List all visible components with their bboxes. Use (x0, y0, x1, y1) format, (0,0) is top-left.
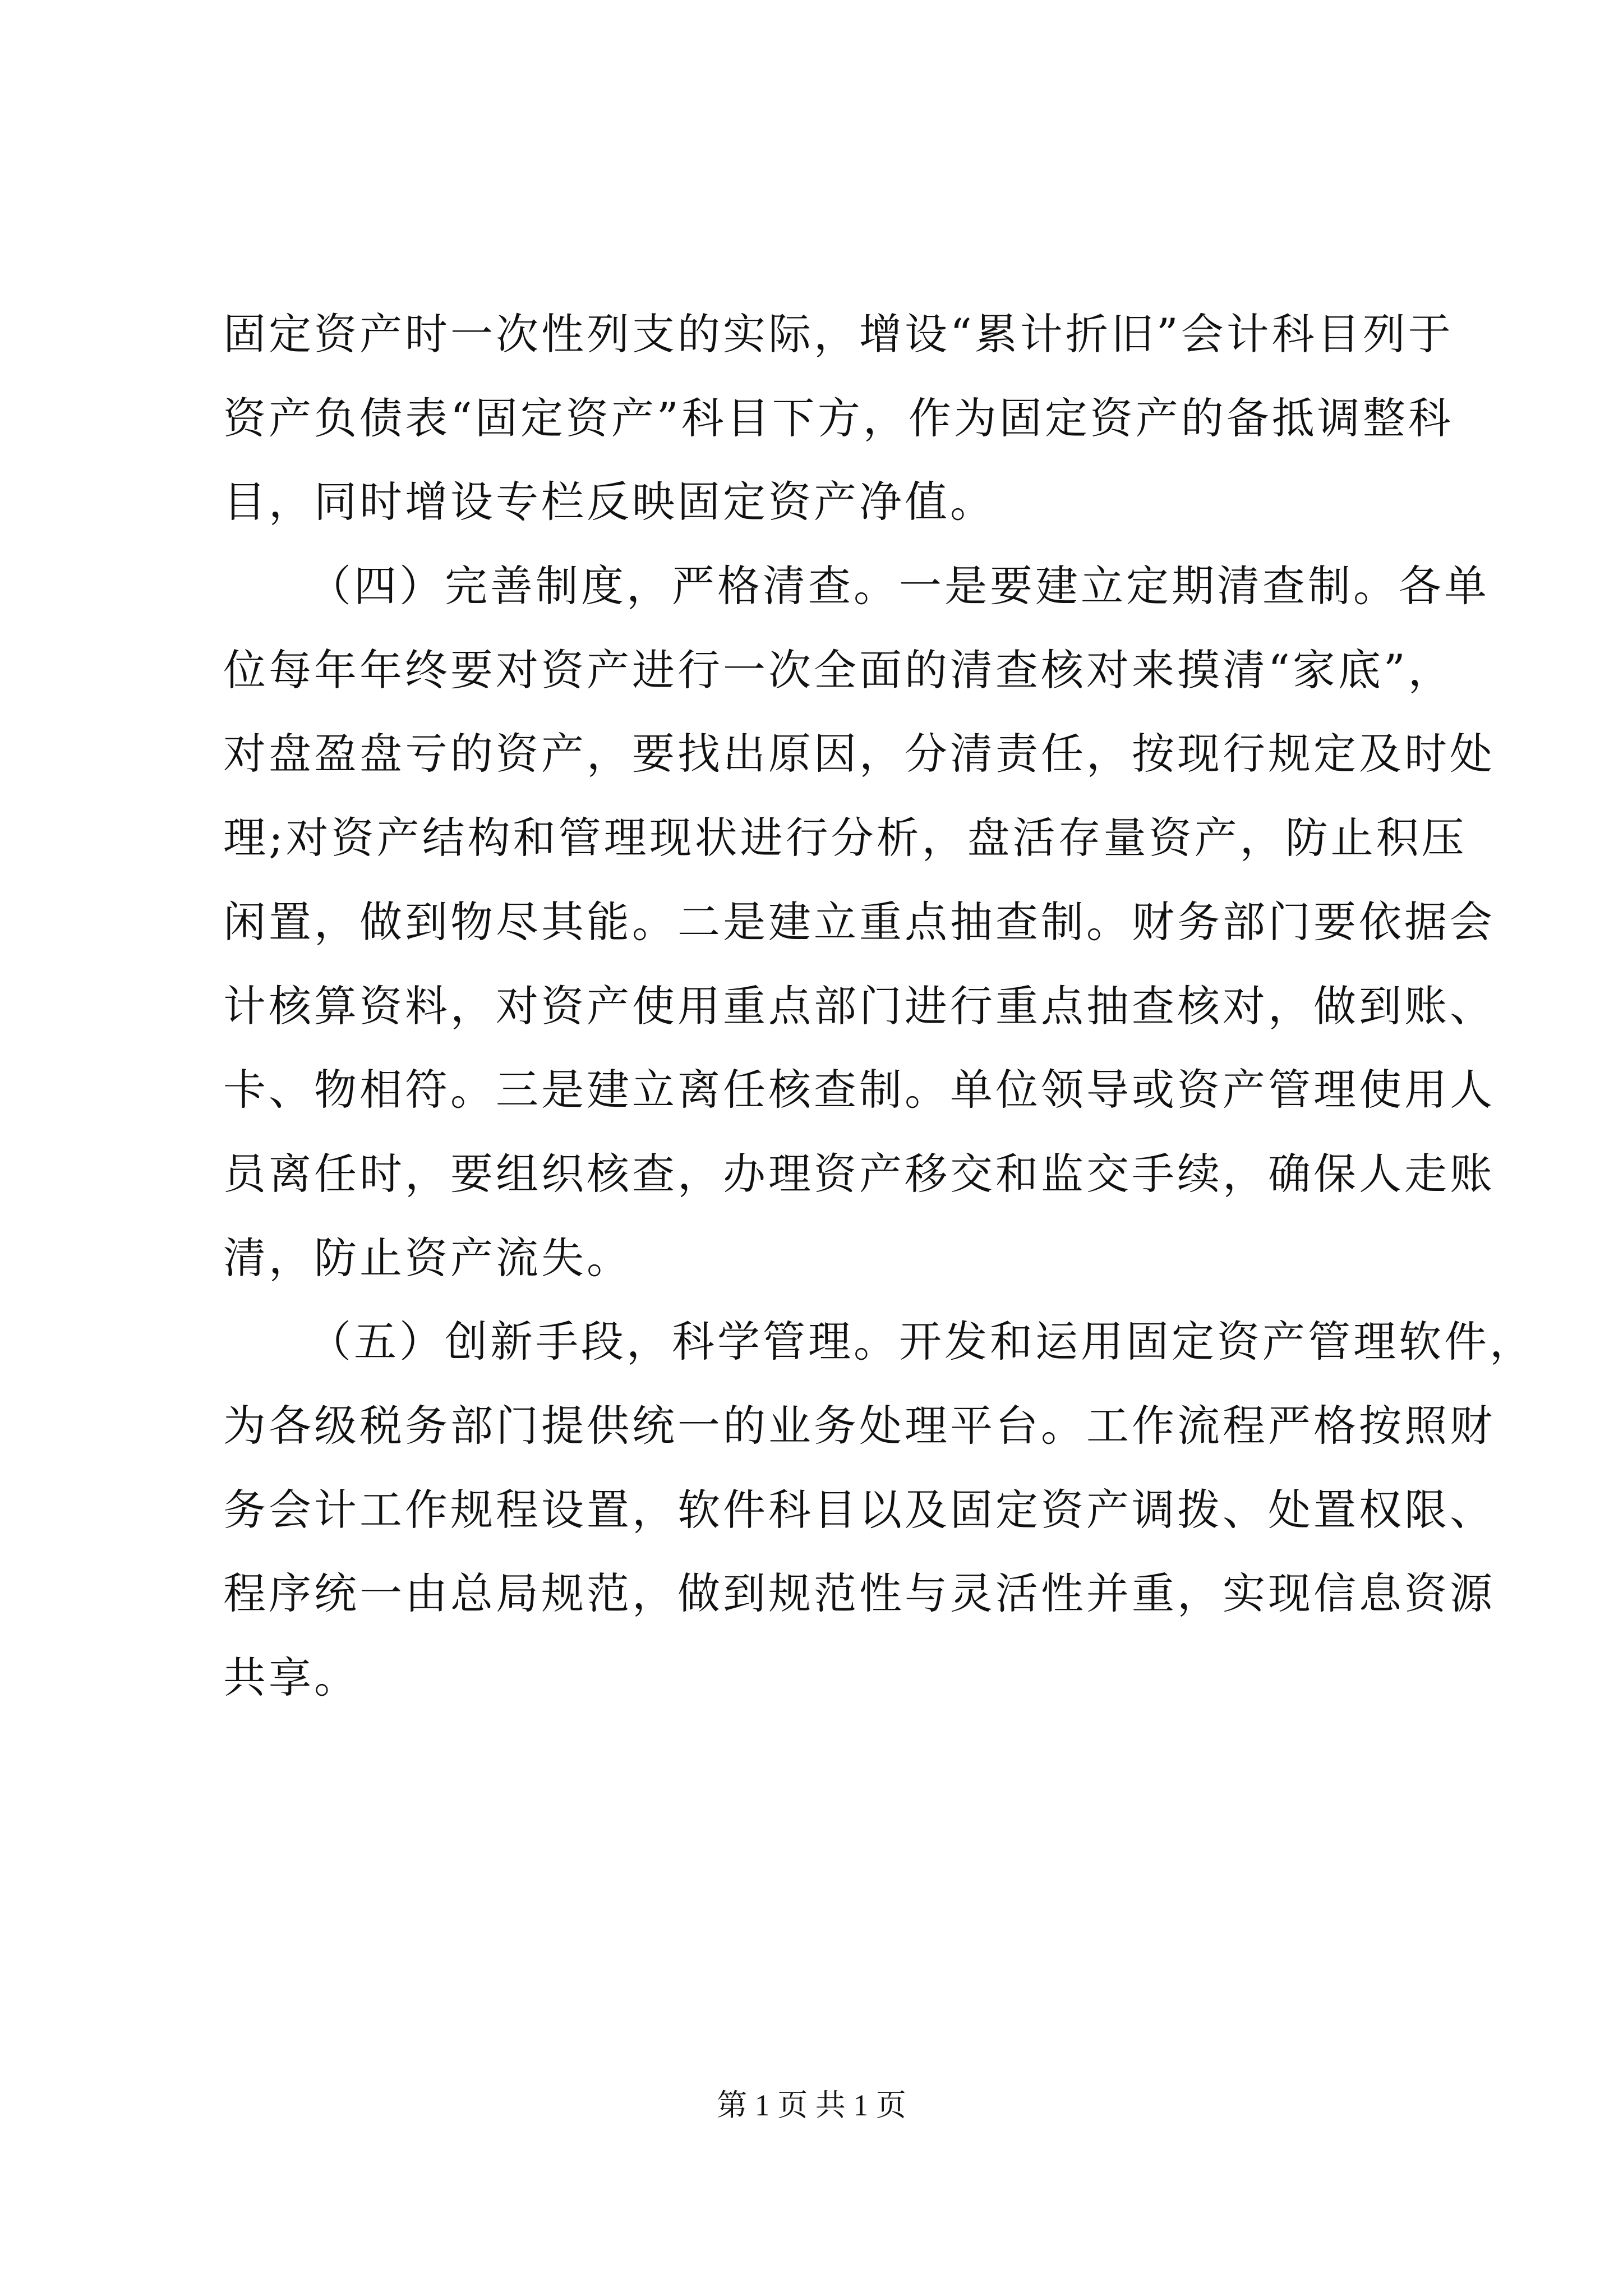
body-text-line: 清，防止资产流失。 (223, 1233, 632, 1283)
body-text-line: （五）创新手段，科学管理。开发和运用固定资产管理软件， (308, 1317, 1535, 1366)
page-number-footer: 第 1 页 共 1 页 (717, 2088, 906, 2122)
body-text-line: 共享。 (223, 1653, 359, 1703)
body-text-line: 闲置，做到物尽其能。二是建立重点抽查制。财务部门要依据会 (223, 897, 1495, 947)
body-text-line: 程序统一由总局规范，做到规范性与灵活性并重，实现信息资源 (223, 1568, 1495, 1618)
body-text-line: （四）完善制度，严格清查。一是要建立定期清查制。各单 (308, 561, 1490, 611)
body-text-line: 资产负债表“固定资产”科目下方，作为固定资产的备抵调整科 (223, 393, 1454, 443)
body-text-line: 务会计工作规程设置，软件科目以及固定资产调拨、处置权限、 (223, 1485, 1495, 1535)
body-text-line: 目，同时增设专栏反映固定资产净值。 (223, 477, 995, 527)
body-text-line: 理;对资产结构和管理现状进行分析，盘活存量资产，防止积压 (223, 813, 1467, 863)
body-text-line: 计核算资料，对资产使用重点部门进行重点抽查核对，做到账、 (223, 981, 1495, 1031)
body-text-line: 位每年年终要对资产进行一次全面的清查核对来摸清“家底”， (223, 645, 1454, 695)
body-text-line: 固定资产时一次性列支的实际，增设“累计折旧”会计科目列于 (223, 309, 1454, 359)
body-text-line: 员离任时，要组织核查，办理资产移交和监交手续，确保人走账 (223, 1149, 1495, 1199)
body-text-line: 对盘盈盘亏的资产，要找出原因，分清责任，按现行规定及时处 (223, 729, 1495, 779)
body-text-line: 卡、物相符。三是建立离任核查制。单位领导或资产管理使用人 (223, 1065, 1495, 1115)
body-text-line: 为各级税务部门提供统一的业务处理平台。工作流程严格按照财 (223, 1401, 1495, 1451)
